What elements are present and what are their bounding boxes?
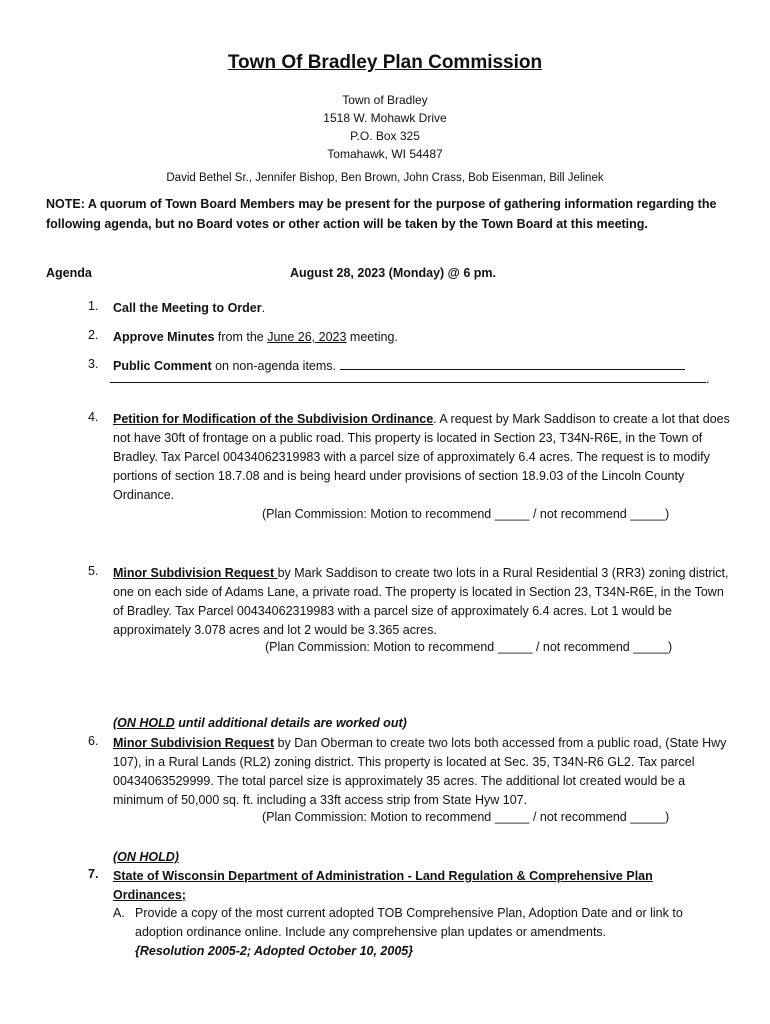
item-1 <box>113 299 733 318</box>
item-5-number: 5. <box>88 564 99 578</box>
item-2-tail: meeting. <box>346 330 398 344</box>
item-7a-resolution: {Resolution 2005-2; Adopted October 10, 2005} <box>135 944 414 958</box>
item-1-number: 1. <box>88 299 99 313</box>
item-3-tail: on non-agenda items. <box>211 359 340 373</box>
item-6-number: 6. <box>88 734 99 748</box>
item-2-mid: from the <box>214 330 268 344</box>
item-1-tail: . <box>261 301 266 315</box>
item-4-number: 4. <box>88 410 99 424</box>
item-7-number: 7. <box>88 867 99 881</box>
public-comment-blank-2 <box>110 368 706 383</box>
item-6-hold-label: (ON HOLD <box>113 716 175 730</box>
item-3-number: 3. <box>88 357 99 371</box>
item-4-motion: (Plan Commission: Motion to recommend _____ / not recommend _____) <box>262 507 670 521</box>
agenda-label: Agenda <box>46 266 92 280</box>
item-5-motion: (Plan Commission: Motion to recommend _____ / not recommend _____) <box>265 640 673 654</box>
members-list: David Bethel Sr., Jennifer Bishop, Ben Brown, John Crass, Bob Eisenman, Bill Jelinek <box>166 172 604 184</box>
item-4 <box>113 410 733 505</box>
item-5 <box>113 564 733 640</box>
item-1-heading: Call the Meeting to Order <box>113 301 262 315</box>
quorum-note: NOTE: A quorum of Town Board Members may be present for the purpose of gathering information regarding the following agenda, but no Board votes or other action will be taken by the Town Board at this meeting. <box>46 197 717 231</box>
item-2 <box>113 328 733 347</box>
address-line-4: Tomahawk, WI 54487 <box>327 147 443 161</box>
item-7-heading: State of Wisconsin Department of Administration - Land Regulation & Comprehensive Plan Ordinances; <box>113 869 653 902</box>
item-2-number: 2. <box>88 328 99 342</box>
item-2-heading: Approve Minutes <box>113 330 215 344</box>
item-7-hold-label: (ON HOLD) <box>113 850 179 864</box>
item-4-heading: Petition for Modification of the Subdivision Ordinance <box>113 412 434 426</box>
item-6-hold-text: until additional details are worked out) <box>174 716 407 730</box>
item-6-text: by Dan Oberman to create two lots both accessed from a public road, (State Hwy 107), in a Rural Lands (RL2) zoning district. This property is located at Sec. 35, T34N-R6 GL2. Tax parcel 00434063529999. The total parcel size is approximately 35 acres. The additional lot created would be a minimum of 50,000 sq. ft. including a 33ft access strip from State Hyw 107. <box>113 736 727 807</box>
item-3-heading: Public Comment <box>113 359 212 373</box>
item-4-text: . A request by Mark Saddison to create a lot that does not have 30ft of frontage on a public road. This property is located in Section 23, T34N-R6E, in the Town of Bradley. Tax Parcel 00434062319983 with a parcel size of approximately 6.4 acres. The request is to modify portions of section 18.7.08 and is being heard under provisions of section 18.9.03 of the Lincoln County Ordinance. <box>113 412 730 502</box>
minutes-date-link[interactable]: June 26, 2023 <box>267 330 347 344</box>
page-title: Town Of Bradley Plan Commission <box>227 52 543 73</box>
address-line-3: P.O. Box 325 <box>350 129 420 143</box>
item-7a-text: Provide a copy of the most current adopted TOB Comprehensive Plan, Adoption Date and or link to adoption ordinance online. Include any comprehensive plan updates or amendments. <box>135 906 683 939</box>
item-5-text: by Mark Saddison to create two lots in a Rural Residential 3 (RR3) zoning district, one on each side of Adams Lane, a private road. The property is located in Section 23, T34N-R6E, in the Town of Bradley. Tax Parcel 00434062319983 with a parcel size of approximately 6.4 acres. Lot 1 would be approximately 3.078 acres and lot 2 would be 3.365 acres. <box>113 566 729 637</box>
item-7a-letter: A. <box>113 906 125 920</box>
meeting-date: August 28, 2023 (Monday) @ 6 pm. <box>290 266 496 280</box>
public-comment-period: . <box>706 372 710 386</box>
item-6-motion: (Plan Commission: Motion to recommend _____ / not recommend _____) <box>262 810 670 824</box>
item-5-heading: Minor Subdivision Request <box>113 566 278 580</box>
address-line-2: 1518 W. Mohawk Drive <box>323 111 447 125</box>
item-6-hold-note <box>113 714 733 733</box>
item-6-heading: Minor Subdivision Request <box>113 736 275 750</box>
address-line-1: Town of Bradley <box>342 93 428 107</box>
item-6 <box>113 734 733 810</box>
